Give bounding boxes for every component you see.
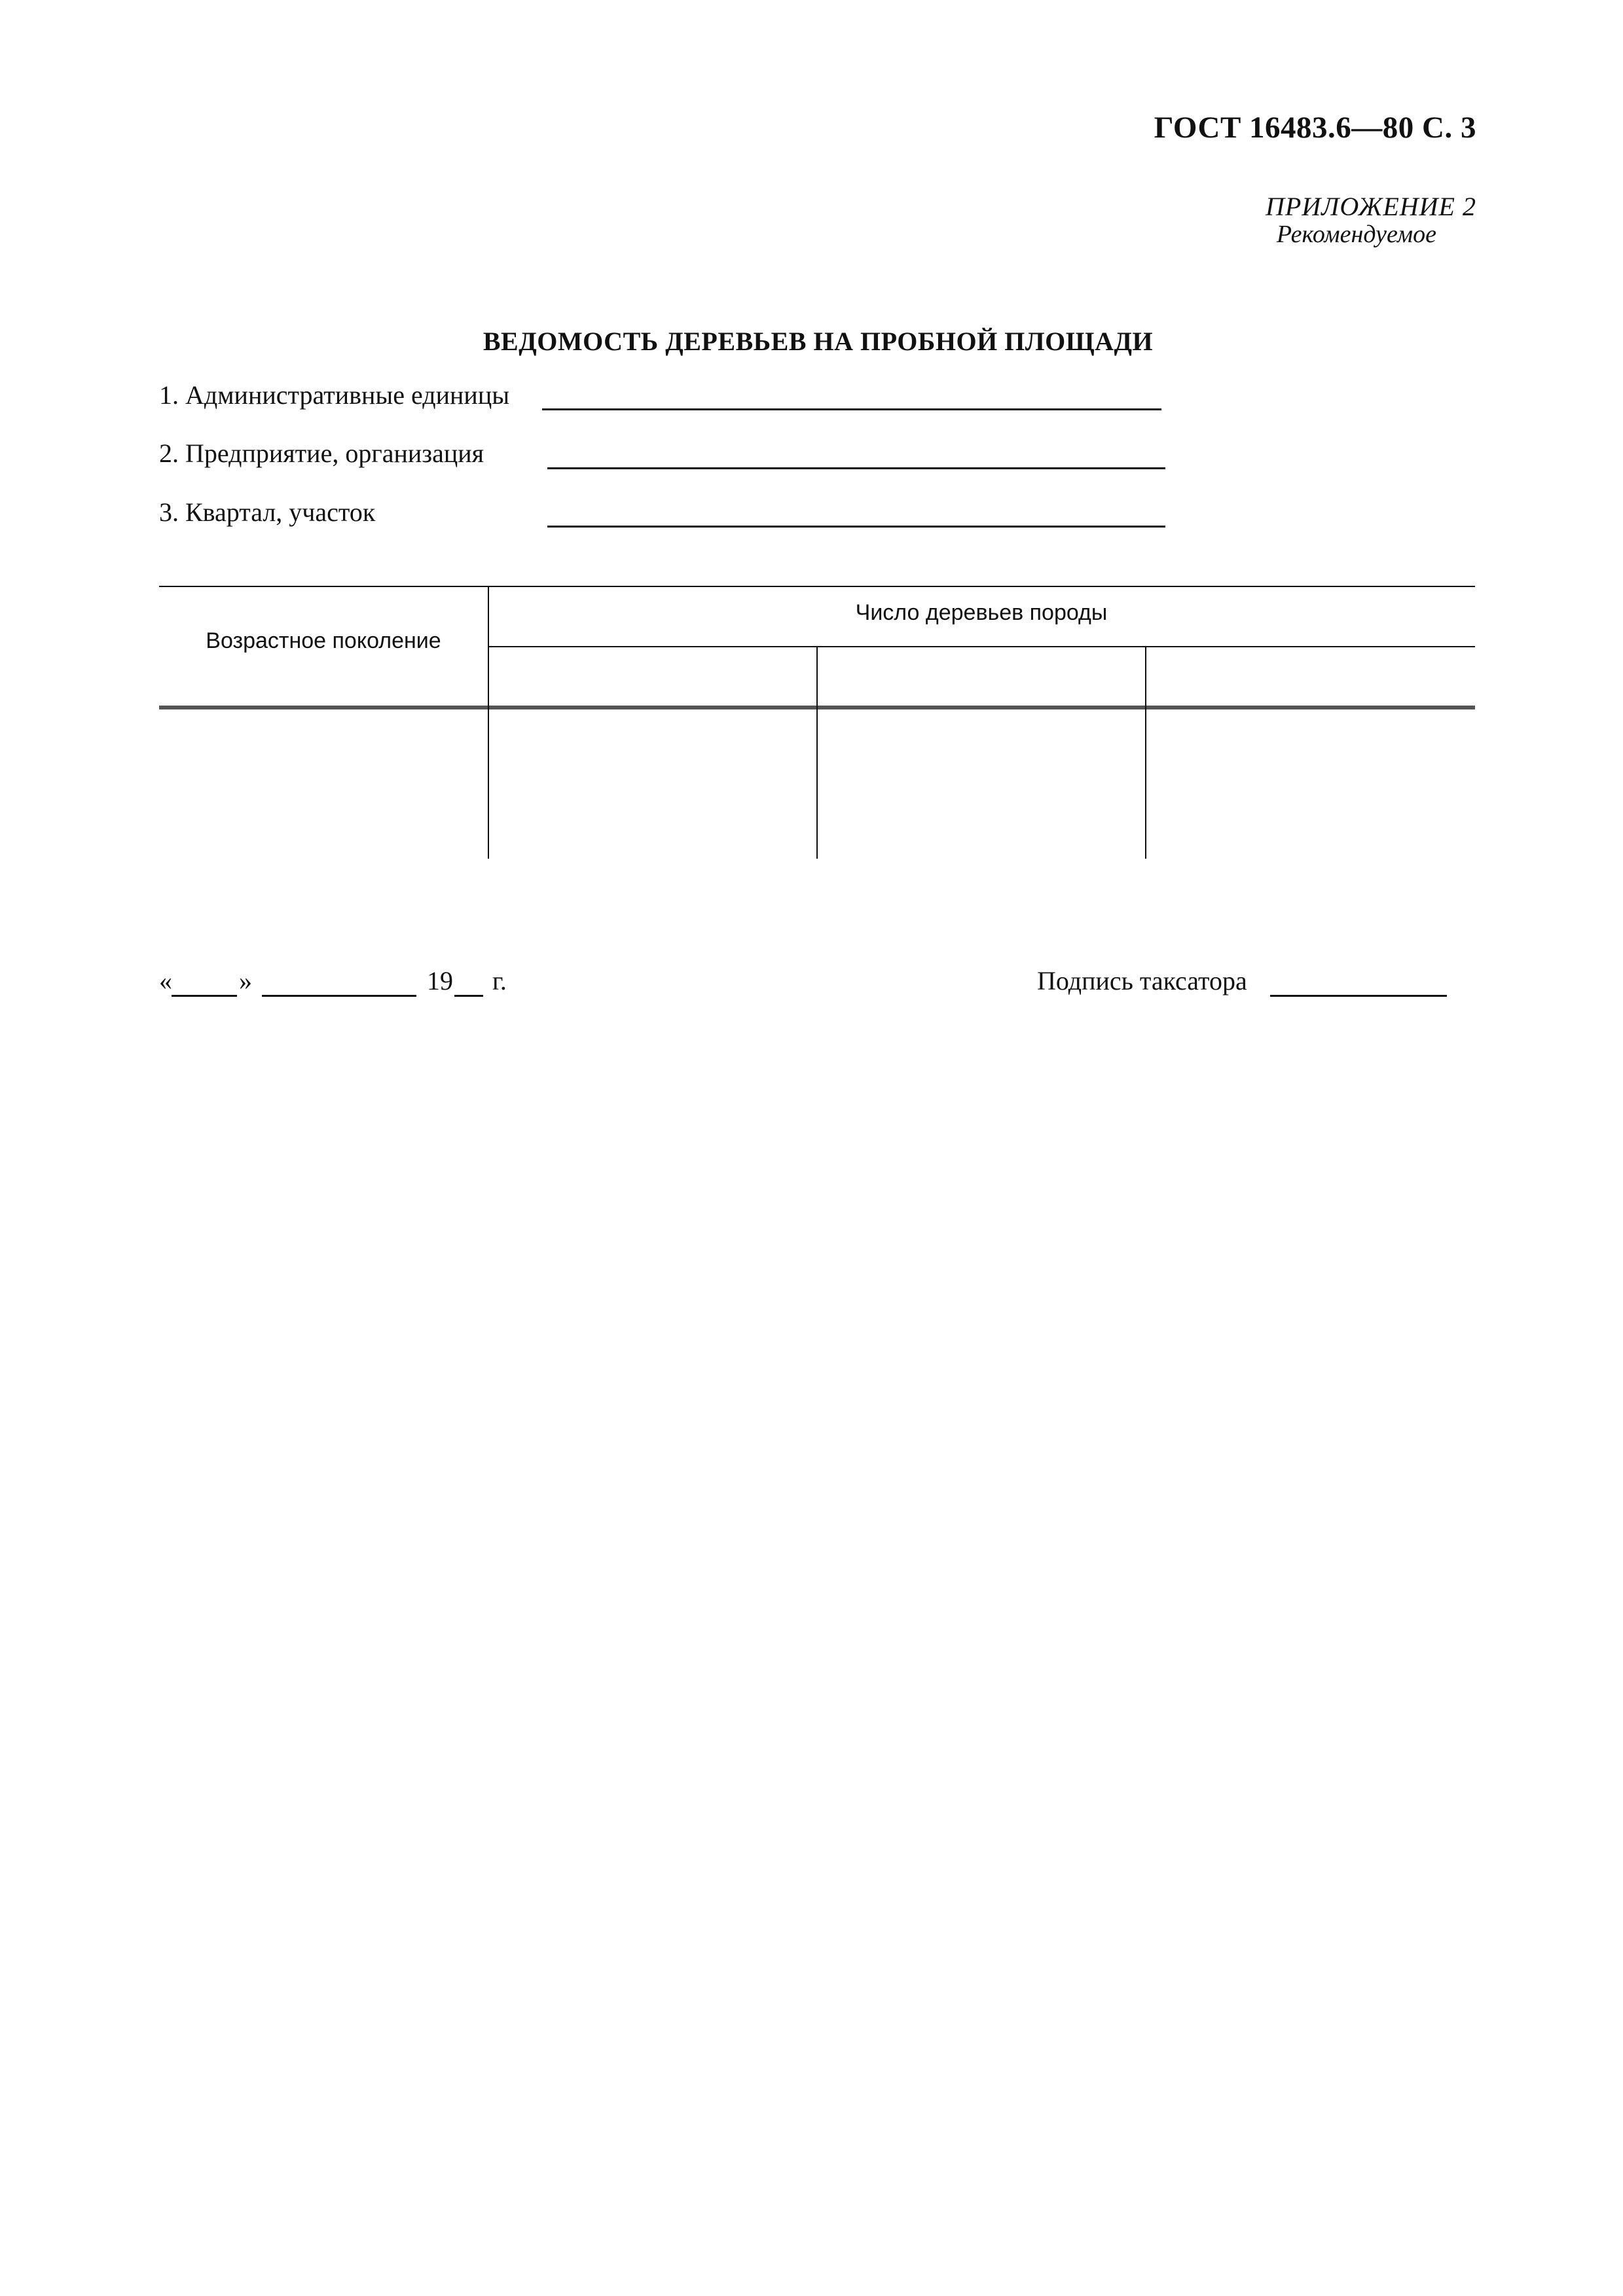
document-title: ВЕДОМОСТЬ ДЕРЕВЬЕВ НА ПРОБНОЙ ПЛОЩАДИ <box>483 327 1154 356</box>
table-top-border <box>159 586 1475 587</box>
table-column-divider-1 <box>488 586 489 859</box>
field-label-organization: 2. Предприятие, организация <box>159 439 484 468</box>
date-year-unit: г. <box>492 966 507 996</box>
field-label-quarter-section: 3. Квартал, участок <box>159 497 376 527</box>
appendix-status: Рекомендуемое <box>1276 221 1436 248</box>
field-label-administrative-units: 1. Административные единицы <box>159 380 510 410</box>
date-year-blank[interactable] <box>454 995 483 997</box>
table-column-divider-3 <box>1145 647 1146 859</box>
signature-blank[interactable] <box>1270 995 1447 997</box>
table-group-divider <box>488 646 1475 647</box>
date-month-blank[interactable] <box>262 995 416 997</box>
date-open-quote: « <box>159 966 172 996</box>
page-header: ГОСТ 16483.6—80 С. 3 <box>1154 111 1476 145</box>
table-header-tree-count: Число деревьев породы <box>855 600 1108 625</box>
signature-label: Подпись таксатора <box>1037 966 1247 996</box>
field-line-quarter-section[interactable] <box>547 526 1165 528</box>
date-day-blank[interactable] <box>172 995 237 997</box>
date-close-quote: » <box>239 966 252 996</box>
field-line-administrative-units[interactable] <box>542 408 1161 410</box>
table-column-divider-2 <box>816 647 818 859</box>
field-line-organization[interactable] <box>547 467 1165 469</box>
table-header-age-generation: Возрастное поколение <box>206 628 441 653</box>
date-year-prefix: 19 <box>427 966 453 996</box>
appendix-title: ПРИЛОЖЕНИЕ 2 <box>1266 192 1476 221</box>
